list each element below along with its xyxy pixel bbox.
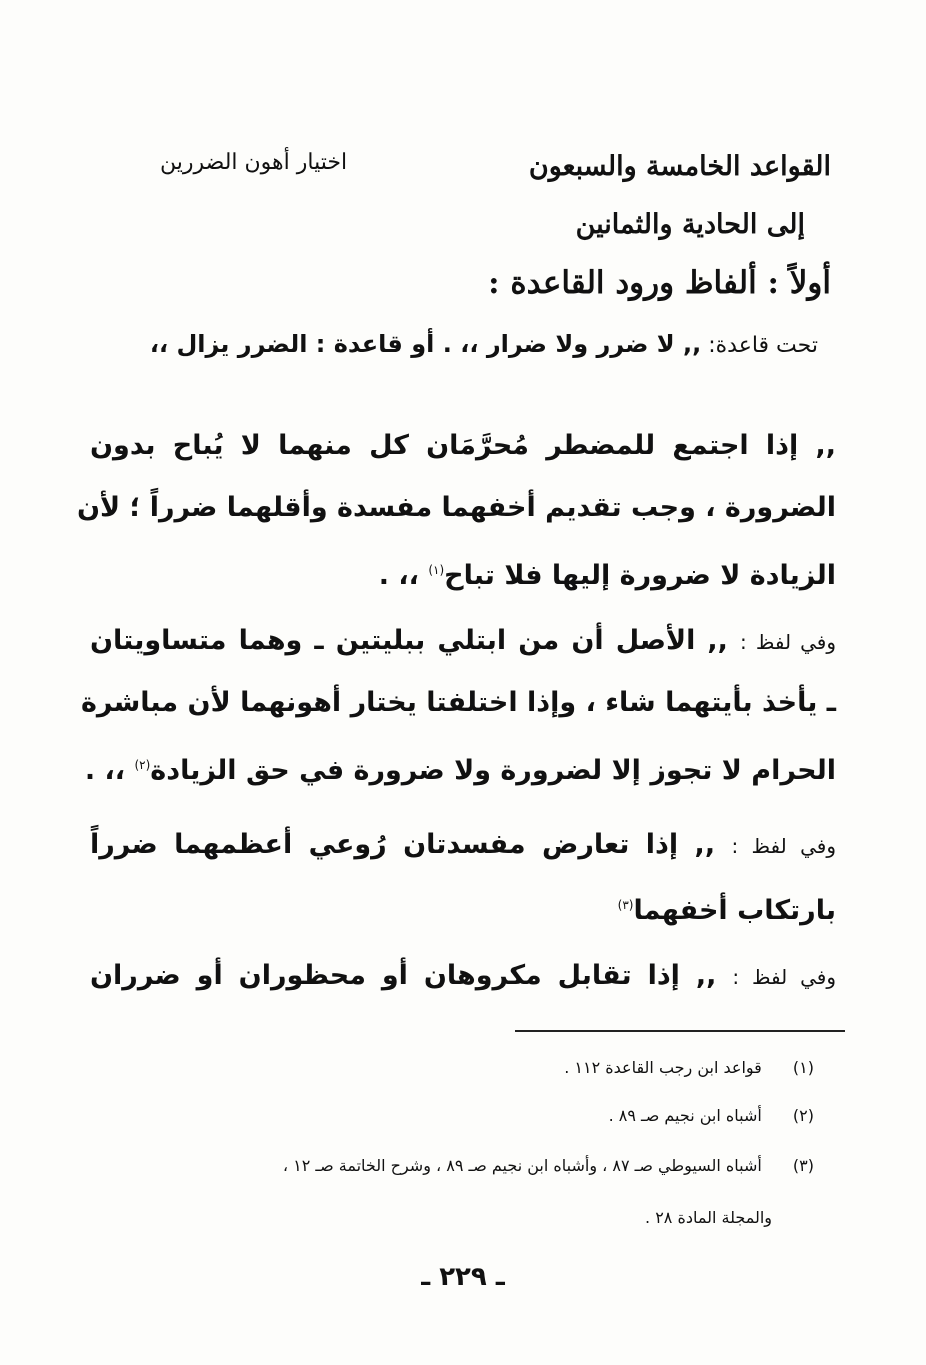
footnote-3	[283, 1156, 814, 1175]
lead-text: وفي لفظ :	[732, 965, 836, 989]
intro-rule-2: الضرر يزال ،،	[149, 330, 308, 358]
lead-text: وفي لفظ :	[731, 834, 836, 858]
paragraph-3	[90, 815, 836, 935]
page-number: ـ ٢٢٩ ـ	[421, 1262, 505, 1292]
line-text: الحرام لا تجوز إلا لضرورة ولا ضرورة في حق الزيادة	[150, 755, 836, 786]
line-text: ,, إذا تقابل مكروهان أو محظوران أو ضرران	[90, 960, 717, 991]
footnote-number: (١)	[792, 1058, 814, 1077]
line-text: ,, الأصل أن من ابتلي ببليتين ـ وهما متساويتان	[90, 625, 728, 656]
paragraph-line	[90, 945, 836, 1007]
paragraph-line	[84, 734, 836, 796]
lead-text: وفي لفظ :	[740, 630, 836, 654]
footnote-ref: (٢)	[134, 758, 151, 772]
paragraph-line: ,, إذا اجتمع للمضطر مُحرَّمَان كل منهما لا يُباح بدون	[90, 430, 836, 461]
heading-line-2: إلى الحادية والثمانين	[575, 209, 805, 240]
paragraph-line	[90, 875, 836, 935]
intro-prefix: تحت قاعدة:	[708, 333, 818, 358]
paragraph-line	[90, 539, 836, 601]
footnote-text: أشباه ابن نجيم صـ ٨٩ .	[608, 1106, 762, 1125]
paragraph-line	[90, 815, 836, 875]
heading-line-1: القواعد الخامسة والسبعون	[528, 151, 831, 182]
section-heading: أولاً : ألفاظ ورود القاعدة :	[488, 265, 831, 301]
chapter-heading	[488, 138, 831, 312]
line-text: ,, إذا تعارض مفسدتان رُوعي أعظمهما ضرراً	[90, 829, 716, 860]
footnote-text: قواعد ابن رجب القاعدة ١١٢ .	[564, 1058, 762, 1077]
line-text: الزيادة لا ضرورة إليها فلا تباح	[444, 560, 836, 591]
running-title: اختيار أهون الضررين	[160, 150, 348, 175]
footnote-text: أشباه السيوطي صـ ٨٧ ، وأشباه ابن نجيم صـ ٨٩ ، وشرح الخاتمة صـ ١٢ ،	[282, 1156, 762, 1175]
paragraph-line	[90, 610, 836, 672]
line-text: بارتكاب أخفهما	[633, 895, 836, 926]
footnote-divider	[515, 1030, 845, 1032]
paragraph-4	[90, 945, 836, 1007]
quote-close: ،، .	[378, 560, 429, 591]
intro-line	[150, 330, 818, 358]
footnote-3-continuation: والمجلة المادة ٢٨ .	[645, 1208, 772, 1227]
paragraph-line: ـ يأخذ بأيتهما شاء ، وإذا اختلفتا يختار أهونهما لأن مباشرة	[80, 687, 836, 718]
paragraph-1	[76, 415, 836, 601]
footnote-ref: (١)	[428, 563, 445, 577]
footnote-ref: (٣)	[617, 898, 634, 912]
footnote-1	[564, 1058, 814, 1077]
quote-close: ،، .	[84, 755, 135, 786]
footnote-number: (٣)	[792, 1156, 814, 1175]
footnote-number: (٢)	[792, 1106, 814, 1125]
intro-rule-1: ,, لا ضرر ولا ضرار ،، . أو قاعدة :	[307, 330, 702, 358]
footnote-2	[609, 1106, 814, 1125]
paragraph-line: الضرورة ، وجب تقديم أخفهما مفسدة وأقلهما ضرراً ؛ لأن	[76, 492, 836, 523]
paragraph-2	[80, 610, 836, 796]
